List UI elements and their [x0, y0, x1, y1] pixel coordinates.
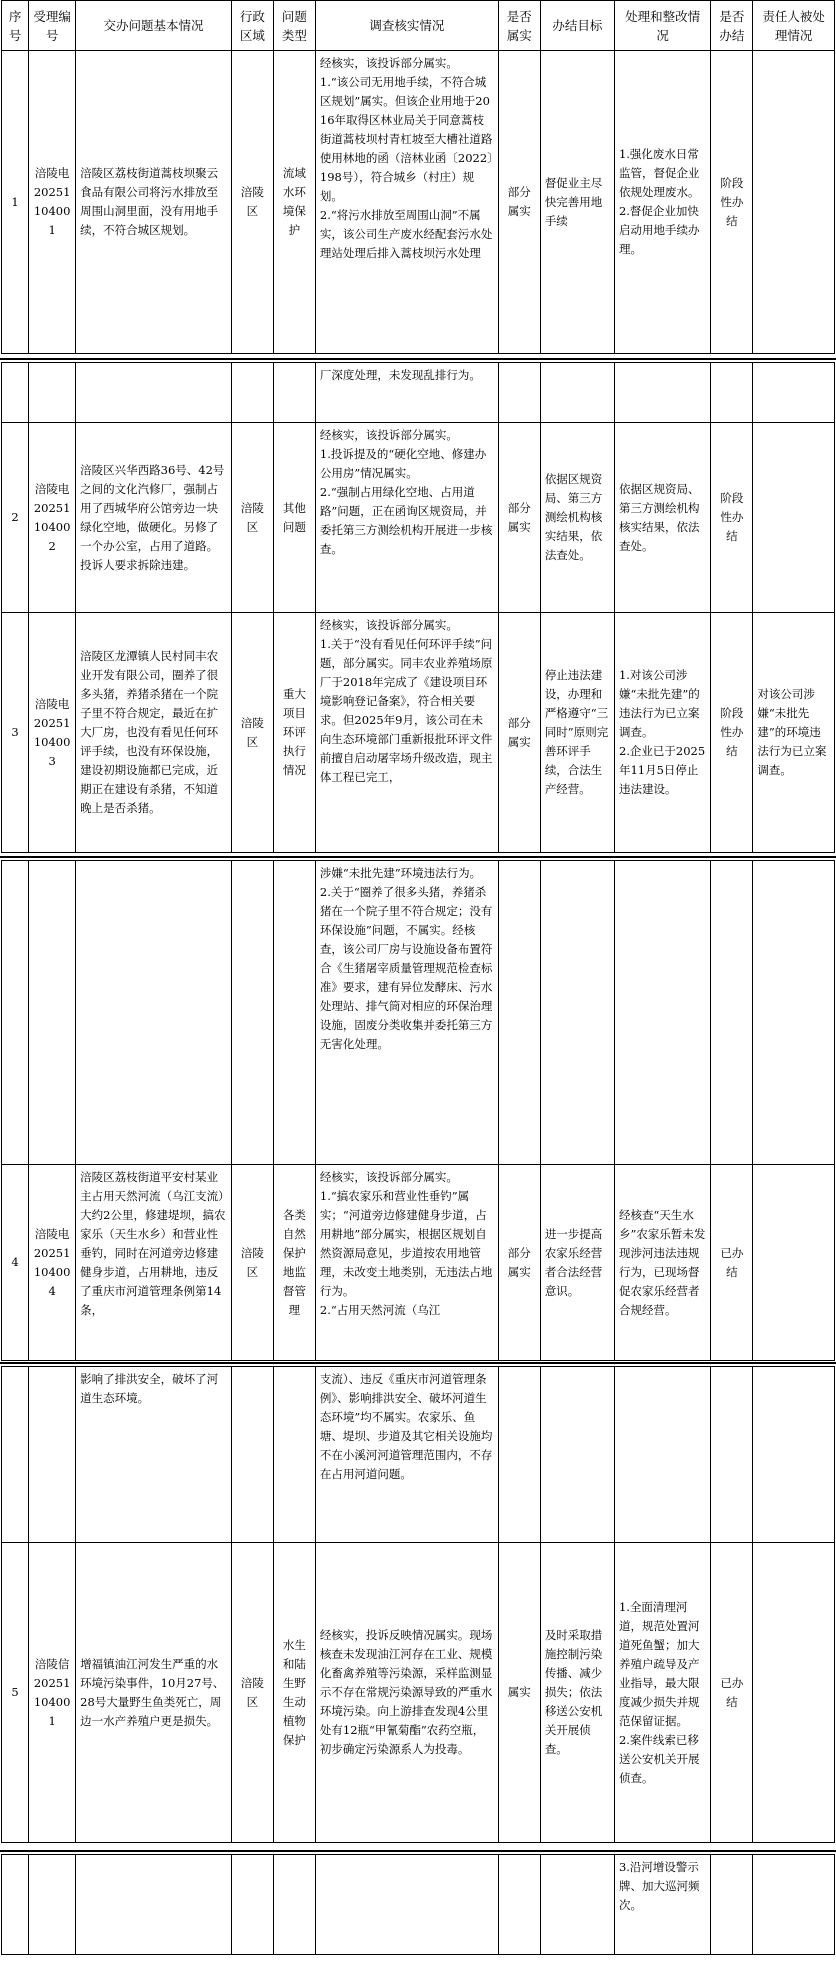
row-id: 涪陵电20251104003 — [29, 613, 76, 853]
table-row-continuation — [2, 363, 835, 423]
header-id: 受理编号 — [29, 1, 76, 51]
row-investigation: 经核实，该投诉部分属实。 1.“搞农家乐和营业性垂钓”属实；“河道旁边修建健身步道，占用耕地”部分属实，根据区规划自然资源局意见，步道按农用地管理，未改变土地类别，无违法占地行为。 2.“占用天然河流（乌江 — [315, 1165, 498, 1361]
table-segment-3 — [0, 860, 836, 1361]
row-type: 其他问题 — [273, 423, 315, 613]
row-true: 属实 — [498, 1543, 540, 1843]
row-investigation: 经核实，该投诉部分属实。 1.投诉提及的“硬化空地、修建办公用房”情况属实。 2.“强制占用绿化空地、占用道路”问题，正在函询区规资局，并委托第三方测绘机构开展进一步核查。 — [315, 423, 498, 613]
header-no: 序号 — [2, 1, 29, 51]
row-done: 已办结 — [711, 1165, 753, 1361]
row-goal: 停止违法建设，办理和严格遵守“三同时”原则完善环评手续，合法生产经营。 — [540, 613, 614, 853]
row-punish — [753, 1543, 835, 1843]
table-row-continuation — [2, 1855, 835, 1955]
table-row — [2, 613, 835, 853]
table-row-continuation — [2, 861, 835, 1165]
row-investigation: 经核实，该投诉部分属实。 1.“该公司无用地手续，不符合城区规划”属实。但该企业用地于2016年取得区林业局关于同意蒿枝街道蒿枝坝村青杠坡至大槽社道路使用林地的函（涪林业函〔2022〕198号），符合城乡（村庄）规划。 2.“将污水排放至周围山洞”不属实，该公司生产废水经配套污水处理站处理后排入蒿枝坝污水处理 — [315, 51, 498, 354]
row-type: 水生和陆生野生动植物保护 — [273, 1543, 315, 1843]
table-segment-5 — [0, 1854, 836, 1955]
row-investigation: 厂深度处理，未发现乱排行为。 — [315, 363, 498, 423]
row-done: 已办结 — [711, 1543, 753, 1843]
row-issue: 涪陵区龙潭镇人民村同丰农业开发有限公司，圈养了很多头猪，养猪杀猪在一个院子里不符合规定，最近在扩大厂房，也没有看见任何环评手续，也没有环保设施，建设初期设施都已完成，近期正在建设有杀猪，不知道晚上是否杀猪。 — [76, 613, 232, 853]
row-area: 涪陵区 — [231, 423, 273, 613]
row-handling: 依据区规资局、第三方测绘机构核实结果，依法查处。 — [614, 423, 710, 613]
row-no: 3 — [2, 613, 29, 853]
header-punish: 责任人被处理情况 — [753, 1, 835, 51]
row-done: 阶段性办结 — [711, 51, 753, 354]
row-done: 阶段性办结 — [711, 613, 753, 853]
header-handling: 处理和整改情况 — [614, 1, 710, 51]
row-investigation: 支流）、违反《重庆市河道管理条例》、影响排洪安全、破坏河道生态环境”均不属实。农家乐、鱼塘、堤坝、步道及其它相关设施均不在小溪河河道管理范围内，不存在占用河道问题。 — [315, 1367, 498, 1543]
row-goal: 及时采取措施控制污染传播、减少损失；依法移送公安机关开展侦查。 — [540, 1543, 614, 1843]
row-investigation: 涉嫌“未批先建”环境违法行为。 2.关于“圈养了很多头猪，养猪杀猪在一个院子里不符合规定；没有环保设施”问题，不属实。经核查，该公司厂房与设施设备布置符合《生猪屠宰质量管理规范检查标准》要求，建有异位发酵床、污水处理站、排气筒对相应的环保治理设施，固废分类收集并委托第三方无害化处理。 — [315, 861, 498, 1165]
page-break — [0, 856, 836, 858]
header-goal: 办结目标 — [540, 1, 614, 51]
row-punish: 对该公司涉嫌“未批先建”的环境违法行为已立案调查。 — [753, 613, 835, 853]
page-break — [0, 358, 836, 360]
row-id: 涪陵电20251104001 — [29, 51, 76, 354]
row-handling: 1.全面清理河道，规范处置河道死鱼蟹；加大养殖户疏导及产业指导，最大限度减少损失并规范保留证据。 2.案件线索已移送公安机关开展侦查。 — [614, 1543, 710, 1843]
row-area: 涪陵区 — [231, 1165, 273, 1361]
row-issue: 涪陵区兴华西路36号、42号之间的文化汽修厂，强制占用了西城华府公馆旁边一块绿化空地，做硬化。另修了一个办公室，占用了道路。投诉人要求拆除违建。 — [76, 423, 232, 613]
row-no: 2 — [2, 423, 29, 613]
row-issue: 增福镇油江河发生严重的水环境污染事件，10月27号、28号大量野生鱼类死亡，周边一水产养殖户更是损失。 — [76, 1543, 232, 1843]
row-goal: 督促业主尽快完善用地手续 — [540, 51, 614, 354]
table-row — [2, 51, 835, 354]
table-row — [2, 1165, 835, 1361]
row-true: 部分属实 — [498, 423, 540, 613]
table-segment-1 — [0, 0, 836, 354]
page-break — [0, 1850, 836, 1852]
row-true: 部分属实 — [498, 1165, 540, 1361]
row-true: 部分属实 — [498, 51, 540, 354]
header-issue: 交办问题基本情况 — [76, 1, 232, 51]
header-area: 行政区域 — [231, 1, 273, 51]
row-no: 1 — [2, 51, 29, 354]
row-area: 涪陵区 — [231, 1543, 273, 1843]
row-issue: 涪陵区荔枝街道蒿枝坝聚云食品有限公司将污水排放至周围山洞里面，没有用地手续，不符合城区规划。 — [76, 51, 232, 354]
row-investigation: 经核实，该投诉部分属实。 1.关于“没有看见任何环评手续”问题，部分属实。同丰农业养殖场原厂于2018年完成了《建设项目环境影响登记备案》，符合相关要求。但2025年9月，该公司在未向生态环境部门重新报批环评文件前擅自启动屠宰场升级改造，现主体工程已完工， — [315, 613, 498, 853]
header-done: 是否办结 — [711, 1, 753, 51]
header-investigation: 调查核实情况 — [315, 1, 498, 51]
row-id: 涪陵电20251104002 — [29, 423, 76, 613]
row-goal: 依据区规资局、第三方测绘机构核实结果，依法查处。 — [540, 423, 614, 613]
row-id: 涪陵电20251104004 — [29, 1165, 76, 1361]
row-area: 涪陵区 — [231, 613, 273, 853]
row-type: 重大项目环评执行情况 — [273, 613, 315, 853]
row-id: 涪陵信20251104001 — [29, 1543, 76, 1843]
row-goal: 进一步提高农家乐经营者合法经营意识。 — [540, 1165, 614, 1361]
table-segment-4 — [0, 1366, 836, 1843]
row-punish — [753, 51, 835, 354]
table-row — [2, 423, 835, 613]
table-segment-2 — [0, 362, 836, 853]
table-header-row — [2, 1, 835, 51]
table-row-continuation — [2, 1367, 835, 1543]
row-issue: 影响了排洪安全，破坏了河道生态环境。 — [76, 1367, 232, 1543]
row-investigation: 经核实，投诉反映情况属实。现场核查未发现油江河存在工业、规模化畜禽养殖等污染源，采样监测显示不存在常规污染源导致的严重水环境污染。向上游排查发现4公里处有12瓶“甲氰菊酯”农药空瓶，初步确定污染源系人为投毒。 — [315, 1543, 498, 1843]
header-type: 问题类型 — [273, 1, 315, 51]
row-handling: 经核查“天生水乡”农家乐暂未发现涉河违法违规行为，已现场督促农家乐经营者合规经营。 — [614, 1165, 710, 1361]
table-row — [2, 1543, 835, 1843]
row-done: 阶段性办结 — [711, 423, 753, 613]
row-type: 流域水环境保护 — [273, 51, 315, 354]
row-issue: 涪陵区荔枝街道平安村某业主占用天然河流（乌江支流）大约2公里，修建堤坝，搞农家乐（天生水乡）和营业性垂钓，同时在河道旁边修建健身步道，占用耕地，违反了重庆市河道管理条例第14条， — [76, 1165, 232, 1361]
row-punish — [753, 1165, 835, 1361]
row-handling: 1.强化废水日常监管，督促企业依规处理废水。2.督促企业加快启动用地手续办理。 — [614, 51, 710, 354]
row-no: 4 — [2, 1165, 29, 1361]
row-handling: 1.对该公司涉嫌“未批先建”的违法行为已立案调查。 2.企业已于2025年11月5日停止违法建设。 — [614, 613, 710, 853]
row-punish — [753, 423, 835, 613]
row-handling: 3.沿河增设警示牌、加大巡河频次。 — [614, 1855, 710, 1955]
row-area: 涪陵区 — [231, 51, 273, 354]
page-break — [0, 1362, 836, 1364]
row-true: 部分属实 — [498, 613, 540, 853]
header-true: 是否属实 — [498, 1, 540, 51]
row-type: 各类自然保护地监督管理 — [273, 1165, 315, 1361]
row-no: 5 — [2, 1543, 29, 1843]
